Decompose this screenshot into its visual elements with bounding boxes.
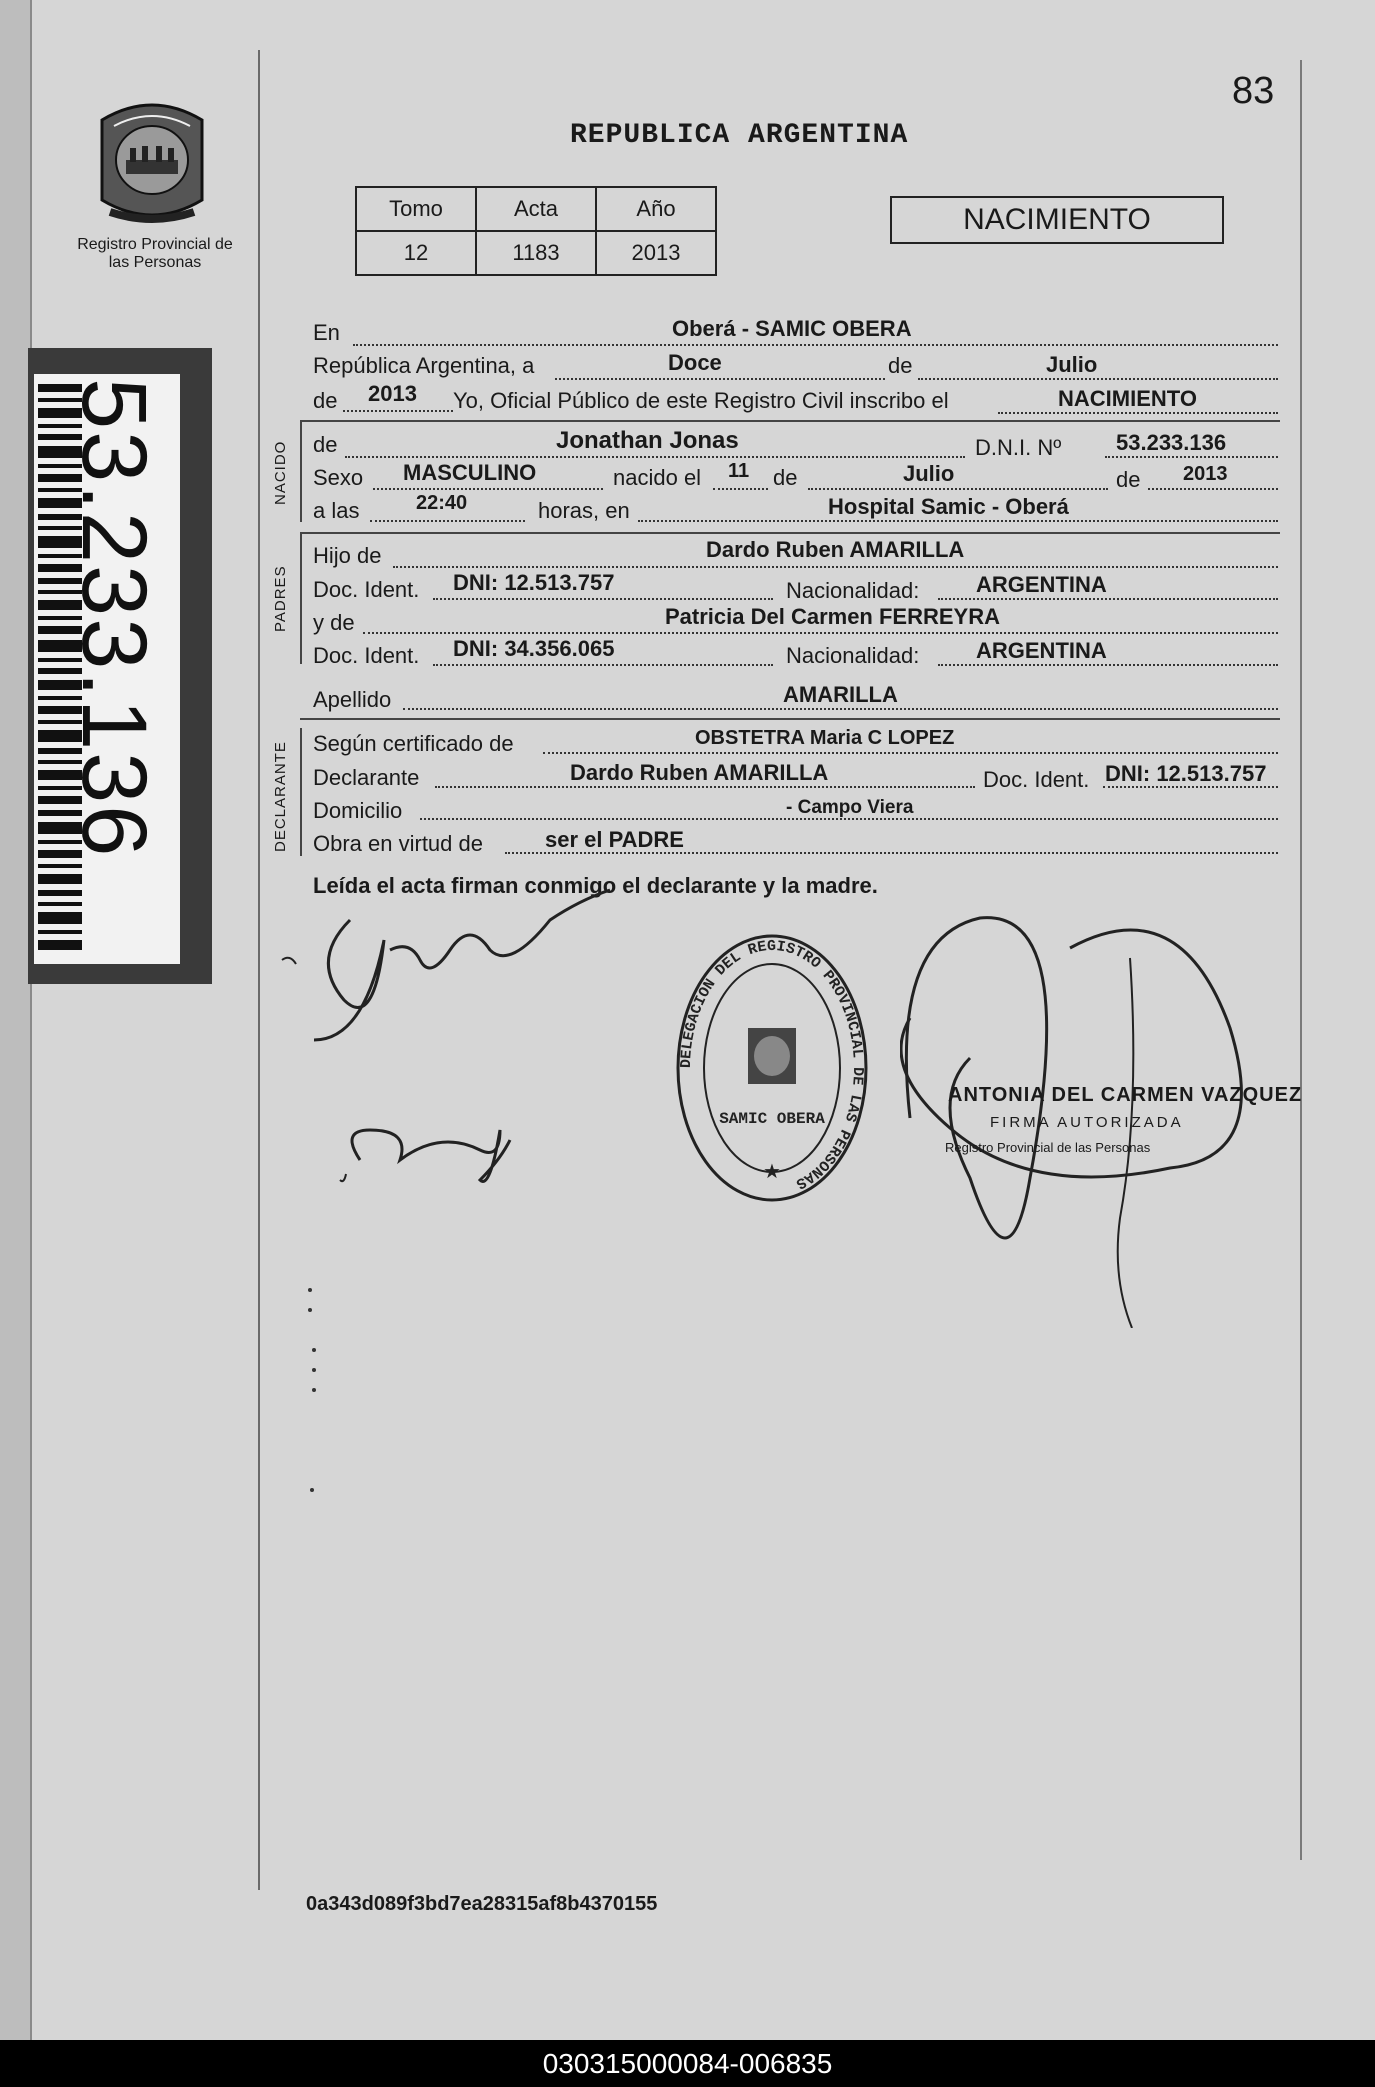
- dotted-line: [638, 520, 1278, 522]
- newborn-name: Jonathan Jonas: [556, 427, 739, 454]
- anio-header: Año: [596, 187, 716, 231]
- footer-id: 030315000084-006835: [0, 2040, 1375, 2087]
- section-divider: [300, 420, 1280, 422]
- dotted-line: [433, 664, 773, 666]
- anio-value: 2013: [596, 231, 716, 275]
- tomo-header: Tomo: [356, 187, 476, 231]
- logo-caption: Registro Provincial de las Personas: [77, 236, 233, 271]
- birth-month: Julio: [903, 461, 955, 486]
- padres-section-label: PADRES: [272, 565, 289, 632]
- section-bracket: [300, 422, 302, 522]
- dotted-line: [363, 632, 1278, 634]
- dotted-line: [713, 488, 768, 490]
- acta-value: 1183: [476, 231, 596, 275]
- officer-name: ANTONIA DEL CARMEN VAZQUEZ: [948, 1084, 1303, 1106]
- father-nationality-label: Nacionalidad:: [786, 578, 920, 603]
- section-divider: [300, 532, 1280, 534]
- section-bracket: [300, 534, 302, 664]
- dotted-line: [435, 786, 975, 788]
- father-doc: DNI: 12.513.757: [453, 570, 615, 595]
- dotted-line: [403, 708, 1278, 710]
- dotted-line: [433, 598, 773, 600]
- dotted-line: [373, 488, 603, 490]
- apellido-label: Apellido: [313, 687, 392, 712]
- birth-de-label-2: de: [1116, 467, 1141, 492]
- sexo-label: Sexo: [313, 465, 364, 490]
- dotted-line: [1148, 488, 1278, 490]
- registration-day: Doce: [668, 350, 722, 375]
- acta-header: Acta: [476, 187, 596, 231]
- officer-organization: Registro Provincial de las Personas: [945, 1140, 1151, 1155]
- birth-time: 22:40: [416, 492, 468, 514]
- mother-doc: DNI: 34.356.065: [453, 636, 615, 661]
- registration-month: Julio: [1046, 352, 1098, 377]
- dotted-line: [345, 456, 965, 458]
- father-name: Dardo Ruben AMARILLA: [706, 537, 965, 562]
- surname: AMARILLA: [783, 682, 898, 707]
- registration-year: 2013: [368, 381, 417, 406]
- dotted-line: [343, 410, 453, 412]
- dotted-line: [998, 412, 1278, 414]
- republic-label: República Argentina, a: [313, 353, 535, 378]
- document-hash: 0a343d089f3bd7ea28315af8b4370155: [306, 1893, 658, 1915]
- signature-scribbles: [270, 880, 690, 1220]
- registry-table: [355, 186, 717, 276]
- domicilio-label: Domicilio: [313, 798, 403, 823]
- stamp-ring-text: DELEGACION DEL REGISTRO PROVINCIAL DE LAS PERSONAS: [677, 937, 867, 1193]
- margin-marks: [300, 1280, 340, 1530]
- year-prefix: de: [313, 388, 338, 413]
- birth-de-label: de: [773, 465, 798, 490]
- dotted-line: [370, 520, 525, 522]
- officer-title: FIRMA AUTORIZADA: [990, 1114, 1184, 1131]
- declarante-section-label: DECLARANTE: [272, 741, 289, 852]
- obra-label: Obra en virtud de: [313, 831, 483, 856]
- declarante-label: Declarante: [313, 765, 420, 790]
- dotted-line: [393, 566, 1278, 568]
- dotted-line: [1105, 456, 1278, 458]
- province-seal-logo: [92, 100, 212, 230]
- binding-strip: [0, 0, 32, 2040]
- a-las-label: a las: [313, 498, 360, 523]
- mother-name: Patricia Del Carmen FERREYRA: [665, 604, 1000, 629]
- section-divider: [300, 718, 1280, 720]
- margin-line: [258, 50, 260, 1890]
- mother-nationality-label: Nacionalidad:: [786, 643, 920, 668]
- dni-label: D.N.I. Nº: [975, 435, 1062, 460]
- stamp-inner-text: SAMIC OBERA: [719, 1110, 825, 1128]
- page-number: 83: [1232, 70, 1275, 112]
- section-bracket: [300, 728, 302, 856]
- delegation-stamp: [672, 928, 872, 1208]
- svg-text:★: ★: [763, 1161, 781, 1183]
- mother-nationality: ARGENTINA: [976, 638, 1107, 663]
- father-doc-label: Doc. Ident.: [313, 577, 420, 602]
- birth-year: 2013: [1183, 463, 1228, 485]
- act-type: NACIMIENTO: [1058, 386, 1197, 411]
- closing-statement: Leída el acta firman conmigo el declarante y la madre.: [313, 873, 878, 898]
- dotted-line: [543, 752, 1278, 754]
- dotted-line: [808, 488, 1108, 490]
- y-de-label: y de: [313, 610, 355, 635]
- dotted-line: [938, 598, 1278, 600]
- document-type-box: NACIMIENTO: [890, 196, 1224, 244]
- nacido-de-label: de: [313, 432, 338, 457]
- certificado-label: Según certificado de: [313, 731, 514, 756]
- tomo-value: 12: [356, 231, 476, 275]
- declarant-capacity: ser el PADRE: [545, 827, 684, 852]
- newborn-sex: MASCULINO: [403, 460, 537, 485]
- father-nationality: ARGENTINA: [976, 572, 1107, 597]
- dotted-line: [938, 664, 1278, 666]
- birth-place: Hospital Samic - Oberá: [828, 494, 1069, 519]
- newborn-dni: 53.233.136: [1116, 430, 1227, 455]
- de-label: de: [888, 353, 913, 378]
- country-heading: REPUBLICA ARGENTINA: [570, 120, 909, 151]
- en-label: En: [313, 320, 340, 345]
- birth-day: 11: [728, 460, 750, 482]
- dotted-line: [353, 344, 1278, 346]
- barcode-number: 53.233.136: [63, 378, 165, 859]
- hijo-de-label: Hijo de: [313, 543, 382, 568]
- horas-label: horas, en: [538, 498, 630, 523]
- barcode-label: [28, 348, 212, 984]
- officer-text: Yo, Oficial Público de este Registro Civil inscribo el: [453, 388, 949, 413]
- declarant-doc: DNI: 12.513.757: [1105, 761, 1267, 786]
- registration-place: Oberá - SAMIC OBERA: [672, 316, 912, 341]
- certificate-issuer: OBSTETRA Maria C LOPEZ: [695, 727, 955, 749]
- dotted-line: [918, 378, 1278, 380]
- declarant-name: Dardo Ruben AMARILLA: [570, 760, 829, 785]
- dotted-line: [555, 378, 885, 380]
- mother-doc-label: Doc. Ident.: [313, 643, 420, 668]
- domicile: - Campo Viera: [786, 797, 914, 818]
- right-margin-line: [1300, 60, 1302, 1860]
- nacido-section-label: NACIDO: [272, 440, 289, 505]
- declarant-doc-label: Doc. Ident.: [983, 767, 1090, 792]
- nacido-el-label: nacido el: [613, 465, 702, 490]
